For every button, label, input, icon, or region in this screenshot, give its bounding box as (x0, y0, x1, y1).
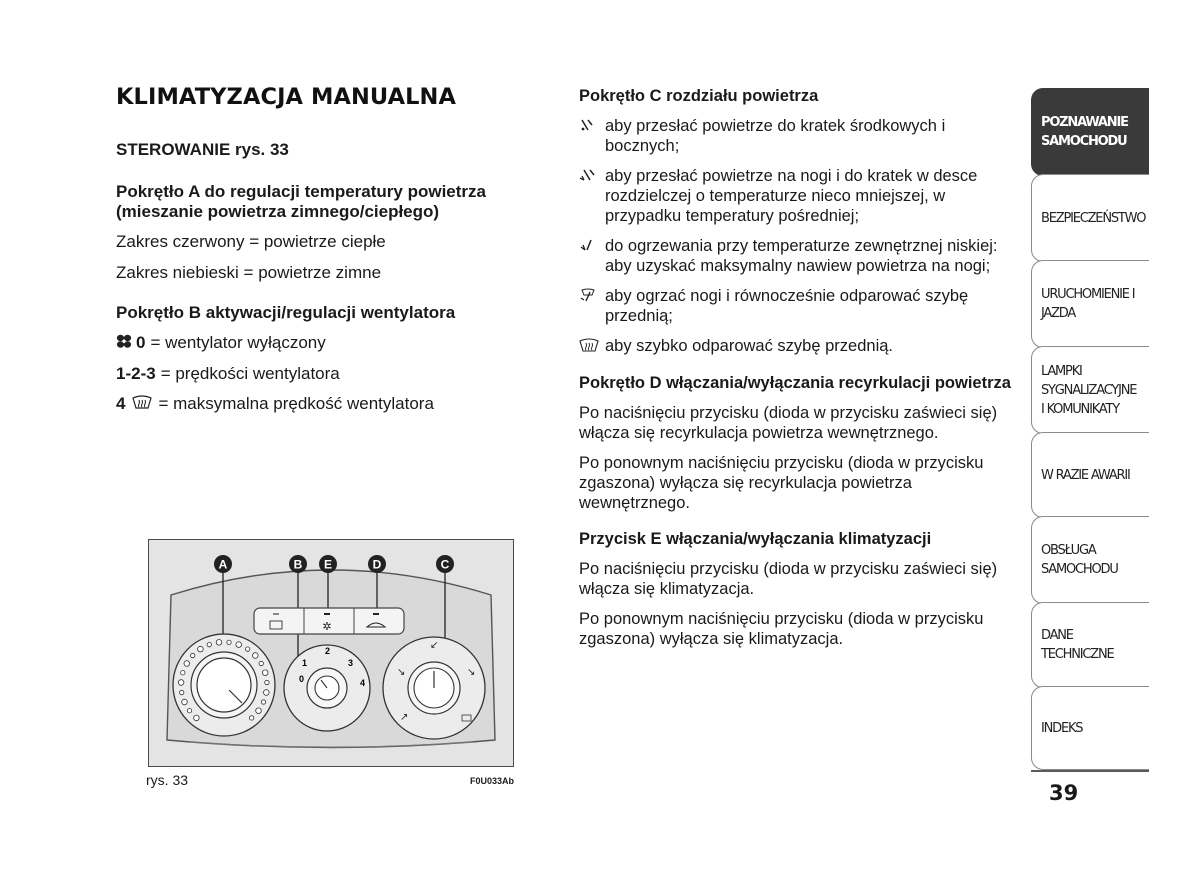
knob-c (383, 637, 485, 739)
page-title: KLIMATYZACJA MANUALNA (116, 84, 457, 110)
temperature-tick (249, 716, 253, 720)
knob-d-paragraph-1: Po naciśnięciu przycisku (dioda w przycisku zaświeci się) włącza się recyrkulacja powietrza wewnętrznego. (579, 404, 998, 442)
fan-speed-key: 4 (116, 394, 126, 413)
distribution-item: aby przesłać powietrze na nogi i do kratek w desce rozdzielczej o temperaturze nieco mniejszej, w przypadku temperatury pośredniej; (579, 166, 1019, 226)
temperature-tick (259, 661, 263, 665)
defrost-icon (579, 336, 605, 357)
fan-speed-text: = prędkości wentylatora (160, 363, 340, 383)
figure-caption: rys. 33 (146, 772, 189, 788)
figure-label-b (289, 555, 307, 573)
tab-w-razie-awarii[interactable]: W RAZIE AWARII (1031, 432, 1149, 518)
defrost-icon (132, 394, 152, 415)
vent-feet-windshield-icon (579, 286, 605, 326)
tab-uruchomienie-i-jazda[interactable]: URUCHOMIENIE I JAZDA (1031, 260, 1149, 348)
temperature-tick (194, 715, 200, 721)
knob-b-row-off (116, 333, 546, 354)
button-e-paragraph-1: Po naciśnięciu przycisku (dioda w przycisku zaświeci się) włącza się klimatyzacja. (579, 560, 998, 598)
svg-text:0: 0 (299, 674, 305, 684)
temperature-tick (253, 653, 259, 659)
knob-b-heading: Pokrętło B aktywacji/regulacji wentylatora (116, 303, 456, 322)
vent-feet-icon (579, 236, 605, 276)
svg-text:↘: ↘ (467, 667, 476, 678)
svg-text:B: B (293, 557, 303, 572)
left-column (116, 84, 546, 425)
temperature-tick (187, 709, 191, 713)
temperature-tick (178, 680, 184, 686)
figure-code: F0U033Ab (470, 776, 515, 786)
svg-text:C: C (440, 557, 450, 572)
vent-face-feet-icon (579, 166, 605, 226)
temperature-tick (180, 690, 184, 694)
temperature-tick (261, 700, 265, 704)
temperature-tick (184, 661, 190, 667)
fan-speed-text: = maksymalna prędkość wentylatora (158, 394, 434, 413)
figure-label-e (319, 555, 337, 573)
knob-b-row-max (116, 394, 546, 415)
knob-a (173, 634, 275, 736)
temperature-tick (207, 642, 211, 646)
temperature-tick (262, 670, 268, 676)
temperature-tick (264, 690, 270, 696)
button-e-paragraph-2: Po ponownym naciśnięciu przycisku (dioda w przycisku zgaszona) wyłącza się klimatyzacja. (579, 610, 984, 648)
svg-text:↙: ↙ (430, 640, 439, 651)
distribution-item: aby przesłać powietrze do kratek środkowych i bocznych; (579, 116, 1019, 156)
fan-icon (116, 333, 132, 354)
temperature-tick (256, 708, 262, 714)
fan-speed-key: 1-2-3 (116, 363, 156, 383)
svg-text:E: E (323, 557, 333, 572)
svg-text:1: 1 (302, 658, 308, 668)
knob-a-heading: Pokrętło A do regulacji temperatury powietrza (mieszanie powietrza zimnego/ciepłego) (116, 182, 486, 221)
svg-text:↗: ↗ (400, 712, 409, 723)
temperature-tick (182, 699, 188, 705)
temperature-tick (245, 647, 249, 651)
distribution-item: aby szybko odparować szybę przednią. (579, 336, 1019, 357)
figure-label-d (368, 555, 386, 573)
temperature-tick (216, 640, 222, 646)
temperature-tick (198, 646, 204, 652)
page-number: 39 (1049, 781, 1079, 805)
temperature-tick (236, 642, 242, 648)
knob-d-paragraph-2: Po ponownym naciśnięciu przycisku (dioda w przycisku zgaszona) wyłącza się recyrkulacja powietrza wewnętrznego. (579, 454, 984, 512)
tab-obsluga-samochodu[interactable]: OBSŁUGA SAMOCHODU (1031, 516, 1149, 604)
temperature-tick (265, 680, 269, 684)
distribution-item: aby ogrzać nogi i równocześnie odparować szybę przednią; (579, 286, 1019, 326)
figure-control-panel (148, 539, 514, 767)
tab-bezpieczenstwo[interactable]: BEZPIECZEŃSTWO (1031, 174, 1149, 262)
svg-text:D: D (372, 557, 382, 572)
tab-dane-techniczne[interactable]: DANE TECHNICZNE (1031, 602, 1149, 688)
right-column (579, 86, 1019, 659)
knob-d-heading: Pokrętło D włączania/wyłączania recyrkulacji powietrza (579, 374, 1011, 392)
vent-face-icon (579, 116, 605, 156)
fan-speed-text: = wentylator wyłączony (150, 333, 326, 352)
temperature-tick (227, 640, 231, 644)
knob-a-blue-range: Zakres niebieski = powietrze zimne (116, 262, 382, 282)
tab-lampki-sygnalizacyjne[interactable]: LAMPKI SYGNALIZACYJNE I KOMUNIKATY (1031, 346, 1149, 434)
svg-text:2: 2 (325, 646, 331, 656)
figure-label-c (436, 555, 454, 573)
tab-indeks[interactable]: INDEKS (1031, 686, 1149, 770)
fan-speed-key: 0 (136, 333, 146, 352)
svg-text:A: A (218, 557, 228, 572)
temperature-tick (181, 671, 185, 675)
knob-c-heading: Pokrętło C rozdziału powietrza (579, 87, 819, 105)
tab-bottom-rule (1031, 770, 1149, 772)
svg-text:↘: ↘ (397, 667, 406, 678)
knob-a-red-range: Zakres czerwony = powietrze ciepłe (116, 232, 386, 251)
knob-b (284, 645, 370, 731)
button-strip (254, 608, 404, 634)
control-panel-illustration (149, 540, 513, 766)
temperature-tick (191, 653, 195, 657)
svg-text:3: 3 (348, 658, 354, 668)
figure-label-a (214, 555, 232, 573)
distribution-item: do ogrzewania przy temperaturze zewnętrznej niskiej: aby uzyskać maksymalny nawiew powietrza na nogi; (579, 236, 1019, 276)
svg-text:✲: ✲ (322, 621, 332, 633)
section-subtitle: STEROWANIE rys. 33 (116, 140, 289, 159)
tab-poznawanie-samochodu[interactable]: POZNAWANIE SAMOCHODU (1031, 88, 1149, 176)
button-e-heading: Przycisk E włączania/wyłączania klimatyzacji (579, 530, 932, 548)
knob-b-row-speeds (116, 364, 546, 385)
svg-text:4: 4 (360, 678, 366, 688)
